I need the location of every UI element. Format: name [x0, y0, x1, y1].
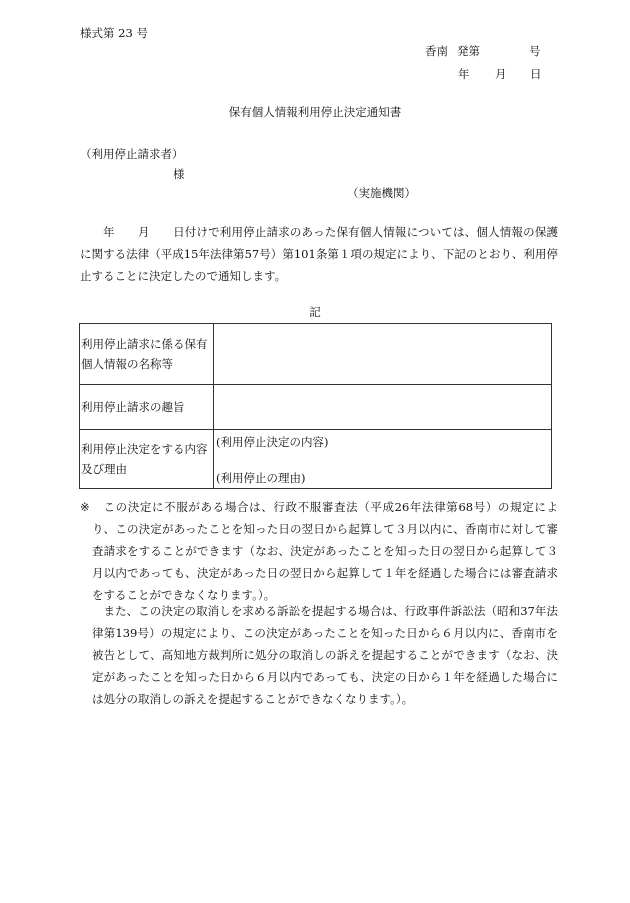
table-value-decision [214, 430, 552, 489]
decision-content-label: (利用停止決定の内容) [216, 435, 329, 449]
issue-number-prefix: 発第 [457, 44, 480, 58]
decision-table [79, 323, 552, 489]
table-row [80, 430, 552, 489]
table-row [80, 324, 552, 385]
table-value-info-name [214, 324, 552, 385]
decision-reason-label: (利用停止の理由) [216, 471, 306, 485]
date-month: 月 [495, 67, 507, 81]
honorific-sama: 様 [173, 167, 185, 181]
date-day: 日 [530, 67, 542, 81]
requester-label: （利用停止請求者） [80, 147, 184, 161]
table-value-request-purpose [214, 385, 552, 430]
intro-paragraph: 年 月 日付けで利用停止請求のあった保有個人情報については、個人情報の保護に関する法律（平成15年法律第57号）第101条第１項の規定により、下記のとおり、利用停止することに決定したので通知します。 [80, 225, 558, 283]
table-label-request-purpose: 利用停止請求の趣旨 [80, 385, 214, 430]
table-label-decision: 利用停止決定をする内容及び理由 [80, 430, 214, 489]
table-row [80, 385, 552, 430]
table-label-info-name: 利用停止請求に係る保有個人情報の名称等 [80, 324, 214, 385]
document-title: 保有個人情報利用停止決定通知書 [228, 105, 402, 119]
note-mark: ※ [80, 500, 90, 514]
form-number: 様式第 23 号 [80, 26, 148, 40]
note-lawsuit-text: また、この決定の取消しを求める訴訟を提起する場合は、行政事件訴訟法（昭和37年法律第139号）の規定により、この決定があったことを知った日から６月以内に、香南市を被告として、高知地方裁判所に処分の取消しの訴えを提起することができます（なお、決定があったことを知った日から６月以内であっても、決定の日から１年を経過した場合には処分の取消しの訴えを提起することができなくなります。）。 [92, 604, 558, 706]
issuer-name: 香南 [425, 44, 448, 58]
date-year: 年 [458, 67, 470, 81]
ki-heading: 記 [309, 305, 321, 319]
issue-number-suffix: 号 [529, 44, 541, 58]
agency-label: （実施機関） [347, 186, 416, 200]
note-appeal-text: この決定に不服がある場合は、行政不服審査法（平成26年法律第68号）の規定により、この決定があったことを知った日の翌日から起算して３月以内に、香南市に対して審査請求をすることができます（なお、決定があったことを知った日の翌日から起算して３月以内であっても、決定があった日の翌日から起算して１年を経過した場合には審査請求をすることができなくなります。）。 [92, 500, 558, 602]
